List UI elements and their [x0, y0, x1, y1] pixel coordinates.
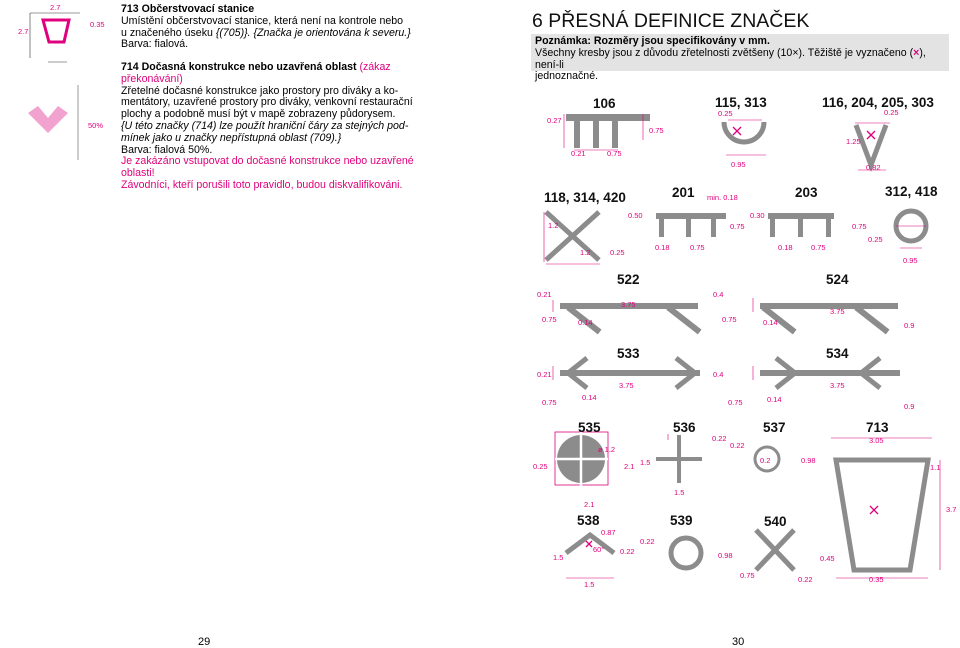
dim-312-a: 0.75 — [852, 222, 867, 231]
section-713-line2b: {(705)}. {Značka je orientována k severu.} — [215, 26, 411, 39]
dim-118-b: 1.2 — [580, 248, 591, 257]
dim-713-a: 3.05 — [869, 436, 884, 445]
dim-536-a: 0.22 — [712, 434, 727, 443]
dim-201-b: 0.18 — [655, 243, 670, 252]
dim-533-b: 3.75 — [619, 381, 634, 390]
section-714-warning1: Je zakázáno vstupovat do dočasné konstrukce nebo uzavřené — [121, 155, 414, 168]
section-714-warning2: oblasti! — [121, 167, 155, 180]
icon713-dim-side: 2.7 — [18, 27, 29, 36]
dim-536-d: 1.5 — [674, 488, 685, 497]
dim-118-a: 1.2 — [548, 221, 559, 230]
dim-115-a: 0.25 — [718, 109, 733, 118]
dim-537-a: 0.2 — [760, 456, 771, 465]
dim-201-a: 0.50 — [628, 211, 643, 220]
page-number-right: 30 — [732, 636, 745, 648]
section-714-warning3: Závodníci, kteří porušili toto pravidlo, budou diskvalifikováni. — [121, 178, 403, 191]
label-312: 312, 418 — [885, 184, 938, 199]
dim-536-b: 0.22 — [730, 441, 745, 450]
dim-524-c: 0.14 — [763, 318, 778, 327]
label-539: 539 — [670, 513, 693, 528]
dim-713-d: 0.45 — [820, 554, 835, 563]
dim-540-b: 0.22 — [798, 575, 813, 584]
dim-203-b: 0.75 — [730, 222, 745, 231]
dim-116-b: 1.25 — [846, 137, 861, 146]
dim-533-a: 0.21 — [537, 370, 552, 379]
dim-713-e: 0.35 — [869, 575, 884, 584]
dim-524-a: 0.4 — [713, 290, 724, 299]
dim-203-c: 0.18 — [778, 243, 793, 252]
dim-201-c: 0.75 — [690, 243, 705, 252]
label-115: 115, 313 — [715, 95, 767, 110]
label-536: 536 — [673, 420, 696, 435]
dim-535-d: 2.1 — [584, 500, 595, 509]
section-714-p1: Zřetelné dočasné konstrukce jako prostory pro diváky a ko- — [121, 84, 399, 97]
dim-116-c: 0.82 — [866, 163, 881, 172]
section-713-color: Barva: fialová. — [121, 38, 189, 51]
dim-106-b: 0.75 — [649, 126, 664, 135]
centroid-mark-icon: × — [913, 46, 920, 59]
dim-524-d: 3.75 — [830, 307, 845, 316]
dim-533-c: 0.75 — [542, 398, 557, 407]
icon713-dim-bottom: 0.35 — [90, 20, 105, 29]
dim-312-c: 0.95 — [903, 256, 918, 265]
note-line3: jednoznačné. — [535, 70, 599, 83]
dim-106-c: 0.21 — [571, 149, 586, 158]
label-713: 713 — [866, 420, 889, 435]
section-714-color: Barva: fialová 50%. — [121, 143, 213, 156]
icon713-dim-top: 2.7 — [50, 3, 61, 12]
label-534: 534 — [826, 346, 849, 361]
dim-540-a: 0.75 — [740, 571, 755, 580]
dim-538-a: 0.87 — [601, 528, 616, 537]
dim-203-d: 0.75 — [811, 243, 826, 252]
dim-115-b: 0.95 — [731, 160, 746, 169]
dim-538-b: 60° — [593, 545, 605, 554]
dim-537-b: 0.98 — [801, 456, 816, 465]
label-118: 118, 314, 420 — [544, 190, 626, 205]
label-106: 106 — [593, 96, 616, 111]
section-714-title-pink1: (zákaz — [359, 61, 391, 73]
label-522: 522 — [617, 272, 640, 287]
section-714-p3: plochy a podobně musí být v mapě zobrazeny půdorysem. — [121, 108, 396, 121]
label-524: 524 — [826, 272, 849, 287]
dim-522-b: 3.75 — [621, 300, 636, 309]
section-heading: 6 PŘESNÁ DEFINICE ZNAČEK — [532, 10, 810, 32]
section-713-line2a: u značeného úseku — [121, 26, 216, 39]
note-line2a: Všechny kresby jsou z důvodu zřetelnosti zvětšeny (10×). Těžiště je vyznačeno ( — [535, 46, 914, 59]
section-714-title-main: 714 Dočasná konstrukce nebo uzavřená oblast — [121, 61, 360, 73]
label-203: 203 — [795, 185, 818, 200]
dim-203-a: 0.30 — [750, 211, 765, 220]
dim-534-a: 0.4 — [713, 370, 724, 379]
dim-534-d: 3.75 — [830, 381, 845, 390]
dim-535-b: 0.25 — [533, 462, 548, 471]
dim-522-c: 0.75 — [542, 315, 557, 324]
section-714-title-pink2: překonávání) — [121, 72, 183, 85]
dim-535-a: ø 1.2 — [598, 445, 616, 454]
dim-116-a: 0.25 — [884, 108, 899, 117]
dim-538-d: 0.22 — [620, 547, 635, 556]
label-535: 535 — [578, 420, 601, 435]
dim-539-a: 0.22 — [640, 537, 655, 546]
dim-538-e: 1.5 — [584, 580, 595, 589]
section-714-i2: mínek jako u značky nepřístupná oblast (709).} — [121, 131, 342, 144]
section-713-line1: Umístění občerstvovací stanice, která není na kontrole nebo — [121, 14, 404, 27]
dim-533-d: 0.14 — [582, 393, 597, 402]
dim-713-b: 1.1 — [930, 463, 941, 472]
dim-536-c: 1.5 — [640, 458, 651, 467]
dim-539-b: 0.98 — [718, 551, 733, 560]
dim-535-c: 2.1 — [624, 462, 635, 471]
page-number-left: 29 — [198, 636, 211, 648]
label-116: 116, 204, 205, 303 — [822, 95, 934, 110]
note-line1: Poznámka: Rozměry jsou specifikovány v mm. — [535, 35, 770, 47]
icon714-dim-pct: 50% — [88, 121, 104, 130]
label-533: 533 — [617, 346, 640, 361]
note-line2b: ), není-li — [535, 46, 926, 71]
label-540: 540 — [764, 514, 787, 529]
section-714-i1: {U této značky (714) lze použít hraniční čáry za stejných pod- — [121, 119, 409, 132]
dim-534-c: 0.14 — [767, 395, 782, 404]
dim-538-c: 1.5 — [553, 553, 564, 562]
dim-312-b: 0.25 — [868, 235, 883, 244]
dim-106-d: 0.75 — [607, 149, 622, 158]
dim-524-e: 0.9 — [904, 321, 915, 330]
dim-201-min: min. 0.18 — [707, 193, 738, 202]
label-201: 201 — [672, 185, 695, 200]
dim-534-e: 0.9 — [904, 402, 915, 411]
section-714-p2: mentátory, uzavřené prostory pro diváky, venkovní restaurační — [121, 96, 413, 109]
dim-522-a: 0.21 — [537, 290, 552, 299]
dim-534-b: 0.75 — [728, 398, 743, 407]
label-537: 537 — [763, 420, 786, 435]
dim-118-c: 0.25 — [610, 248, 625, 257]
dim-524-b: 0.75 — [722, 315, 737, 324]
dim-713-c: 3.7 — [946, 505, 957, 514]
dim-106-a: 0.27 — [547, 116, 562, 125]
label-538: 538 — [577, 513, 600, 528]
dim-522-d: 0.14 — [578, 318, 593, 327]
section-713-title: 713 Občerstvovací stanice — [121, 3, 255, 15]
